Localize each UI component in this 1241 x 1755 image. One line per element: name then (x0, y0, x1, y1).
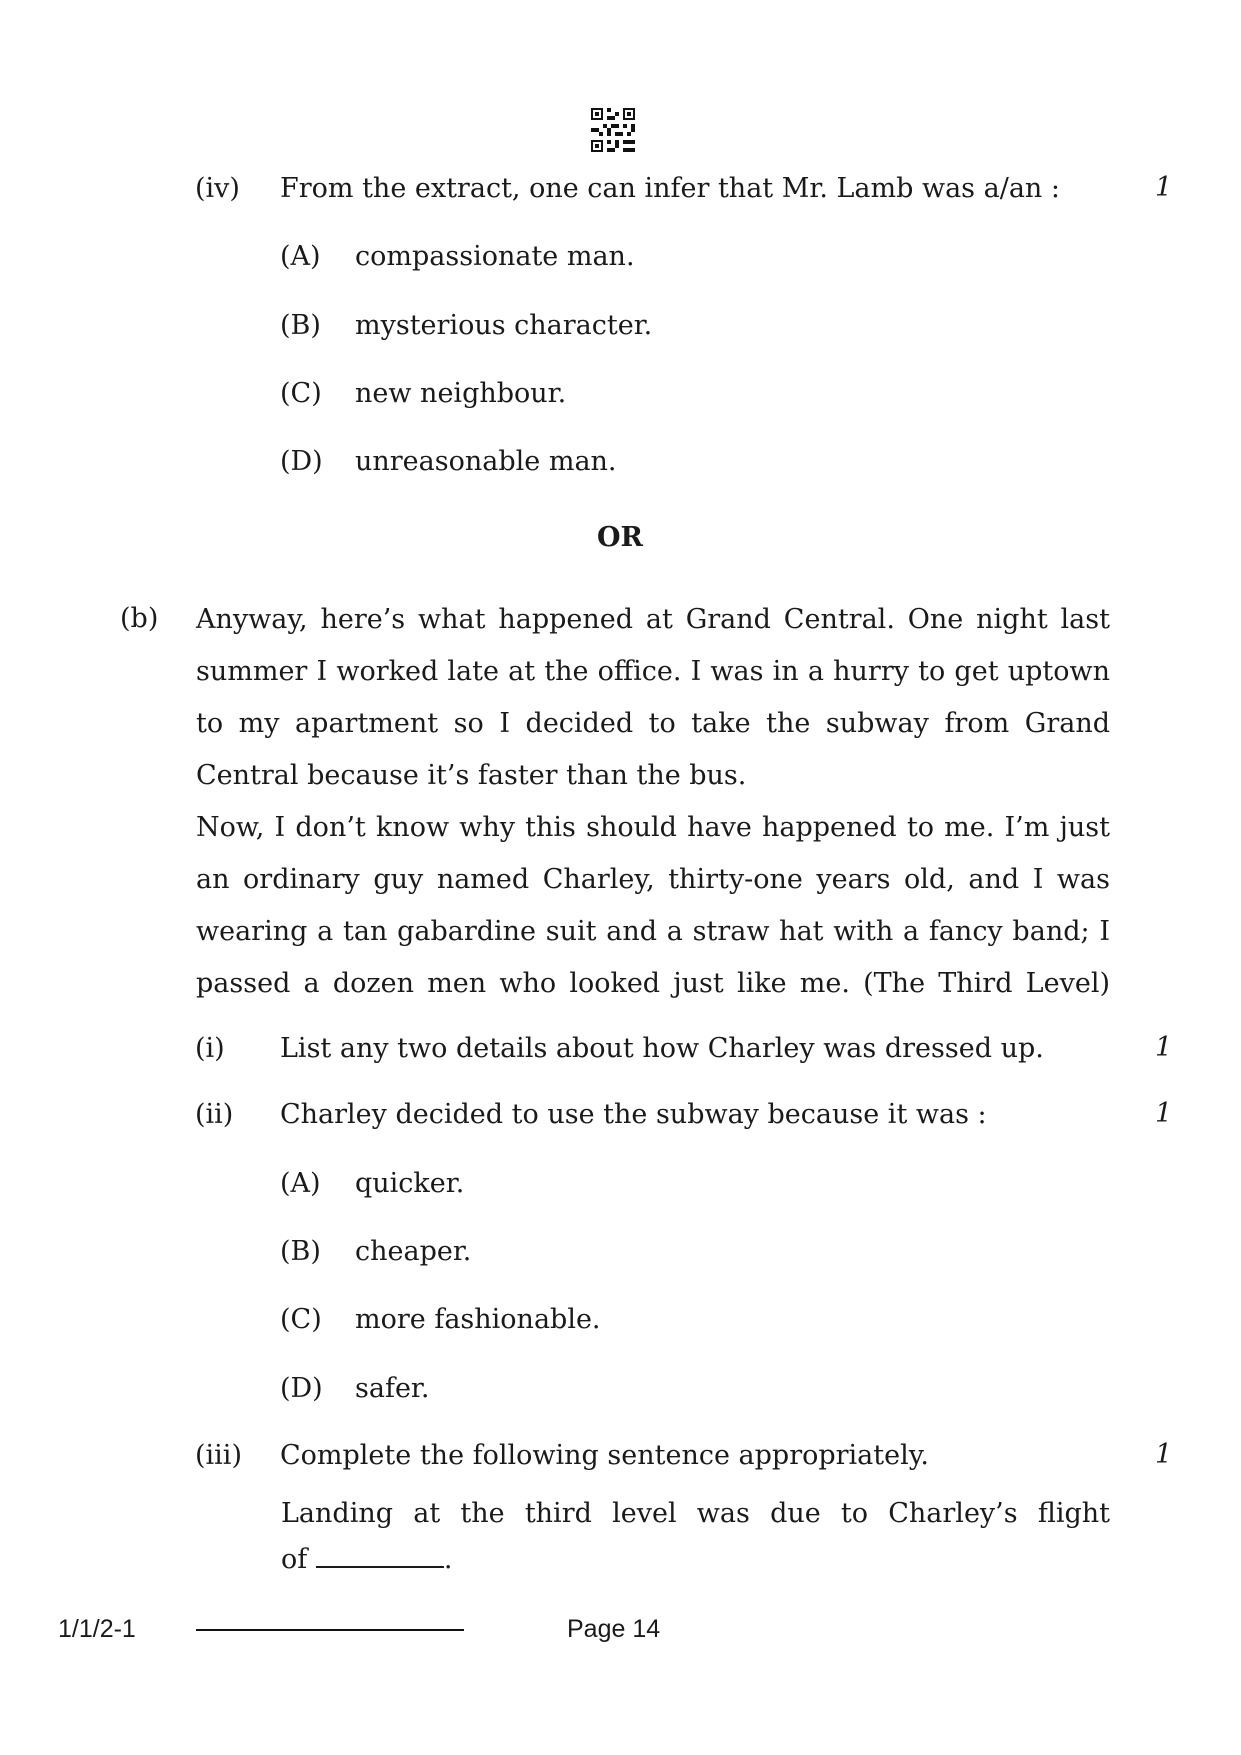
option-text: unreasonable man. (355, 446, 617, 477)
option-text: mysterious character. (355, 310, 653, 341)
option-text: safer. (355, 1373, 430, 1404)
option-label: (D) (280, 446, 323, 477)
question-ii-text: Charley decided to use the subway because it was : (280, 1099, 987, 1130)
footer-page-number: Page 14 (567, 1615, 661, 1643)
passage-paragraph-2 (196, 802, 1110, 1010)
section-b-label: (b) (120, 603, 159, 634)
question-iii-marks: 1 (1155, 1439, 1173, 1470)
passage-paragraph-1: Anyway, here’s what happened at Grand Central. One night last summer I worked late at the office. I was in a hurry to get uptown to my apartment so I decided to take the subway from Grand Central because it’s faster than the bus. (196, 604, 1110, 791)
question-i-text: List any two details about how Charley was dressed up. (280, 1033, 1044, 1064)
question-i-number: (i) (195, 1033, 225, 1064)
option-label: (B) (280, 310, 321, 341)
question-iv-marks: 1 (1155, 172, 1173, 203)
option-label: (A) (280, 1168, 321, 1199)
question-ii-number: (ii) (195, 1099, 234, 1130)
option-label: (A) (280, 241, 321, 272)
completion-sentence-line2 (281, 1543, 452, 1577)
option-text: quicker. (355, 1168, 465, 1199)
question-iii-number: (iii) (195, 1440, 242, 1471)
option-text: new neighbour. (355, 378, 567, 409)
option-text: more fashionable. (355, 1304, 601, 1335)
option-text: compassionate man. (355, 241, 635, 272)
option-label: (B) (280, 1236, 321, 1267)
question-iv-text: From the extract, one can infer that Mr. Lamb was a/an : (280, 173, 1060, 204)
completion-prefix: of (281, 1544, 308, 1575)
qr-code (591, 108, 635, 152)
footer-code: 1/1/2-1 (58, 1615, 136, 1643)
option-label: (C) (280, 378, 322, 409)
option-label: (D) (280, 1373, 323, 1404)
passage-paragraph-2-text: Now, I don’t know why this should have happened to me. I’m just an ordinary guy named Charley, thirty-one years old, and I was wearing a tan gabardine suit and a straw hat with a fancy band; I passed a dozen men who looked just like me. (196, 812, 1110, 999)
question-i-marks: 1 (1155, 1032, 1173, 1063)
completion-sentence-line1: Landing at the third level was due to Charley’s flight (281, 1498, 1110, 1529)
completion-suffix: . (443, 1544, 453, 1575)
footer-rule (196, 1629, 464, 1631)
answer-blank (316, 1544, 444, 1568)
question-iv-number: (iv) (195, 173, 240, 204)
option-text: cheaper. (355, 1236, 472, 1267)
passage-source: (The Third Level) (863, 968, 1110, 999)
question-ii-marks: 1 (1155, 1098, 1173, 1129)
or-separator: OR (597, 522, 643, 553)
option-label: (C) (280, 1304, 322, 1335)
question-iii-text: Complete the following sentence appropriately. (280, 1440, 929, 1471)
